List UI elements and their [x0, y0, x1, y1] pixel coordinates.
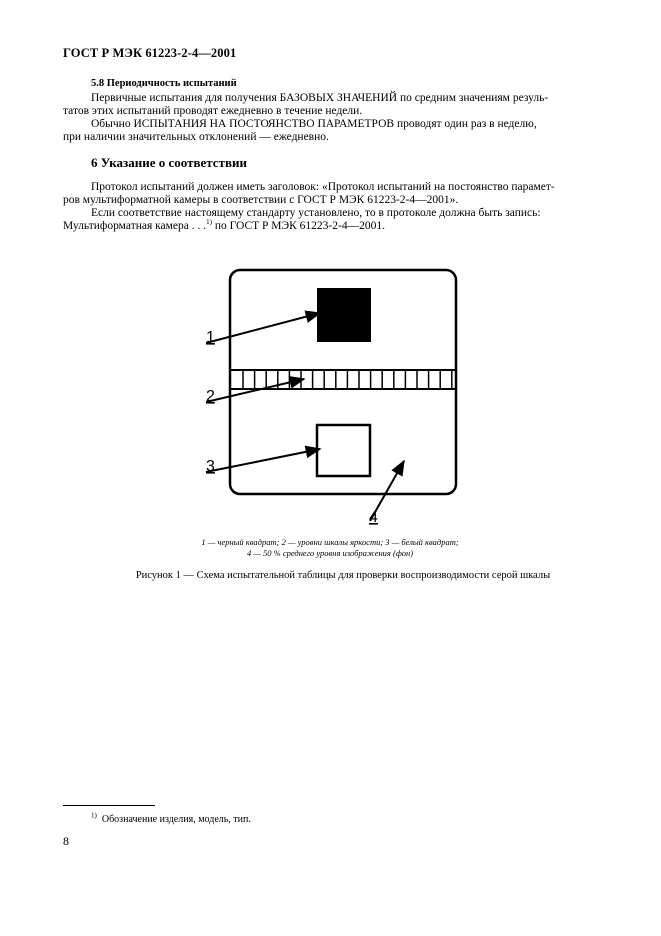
paragraph-line: при наличии значительных отклонений — ежедневно.	[63, 131, 329, 143]
black-square	[317, 288, 371, 342]
footnote-text: Обозначение изделия, модель, тип.	[101, 814, 251, 825]
record-text: Мультиформатная камера . . .	[63, 220, 207, 232]
label-3: 3	[206, 458, 215, 475]
paragraph-line: Если соответствие настоящему стандарту установлено, то в протоколе должна быть запись:	[91, 207, 541, 219]
footnote	[91, 811, 251, 825]
paragraph-line: Первичные испытания для получения БАЗОВЫХ ЗНАЧЕНИЙ по средним значениям резуль-	[91, 92, 549, 104]
label-2: 2	[206, 388, 215, 405]
paragraph-line: Протокол испытаний должен иметь заголовок: «Протокол испытаний на постоянство парамет-	[91, 181, 555, 193]
figure-title: Рисунок 1 — Схема испытательной таблицы для проверки воспроизводимости серой шкалы	[135, 570, 551, 581]
figure-caption-line-2: 4 — 50 % среднего уровня изображения (фон)	[246, 548, 414, 558]
white-square	[317, 425, 370, 476]
record-text-end: по ГОСТ Р МЭК 61223-2-4—2001.	[212, 220, 385, 232]
section-6-heading: 6 Указание о соответствии	[91, 155, 247, 170]
footnote-divider	[63, 805, 155, 806]
section-5-8-heading: 5.8 Периодичность испытаний	[91, 78, 237, 89]
paragraph-line: татов этих испытаний проводят ежедневно в течение недели.	[63, 105, 363, 117]
figure-caption-line-1: 1 — черный квадрат; 2 — уровни шкалы яркости; 3 — белый квадрат;	[201, 537, 459, 547]
paragraph-line: Обычно ИСПЫТАНИЯ НА ПОСТОЯНСТВО ПАРАМЕТРОВ проводят один раз в неделю,	[91, 118, 537, 130]
paragraph-line: ров мультиформатной камеры в соответствии с ГОСТ Р МЭК 61223-2-4—2001».	[63, 194, 459, 206]
document-header: ГОСТ Р МЭК 61223-2-4—2001	[63, 46, 237, 60]
label-1: 1	[206, 329, 215, 346]
label-4: 4	[369, 509, 378, 526]
footnote-marker: 1)	[91, 811, 97, 820]
page-number: 8	[63, 834, 69, 848]
footnote-ref: 1)	[206, 218, 212, 227]
